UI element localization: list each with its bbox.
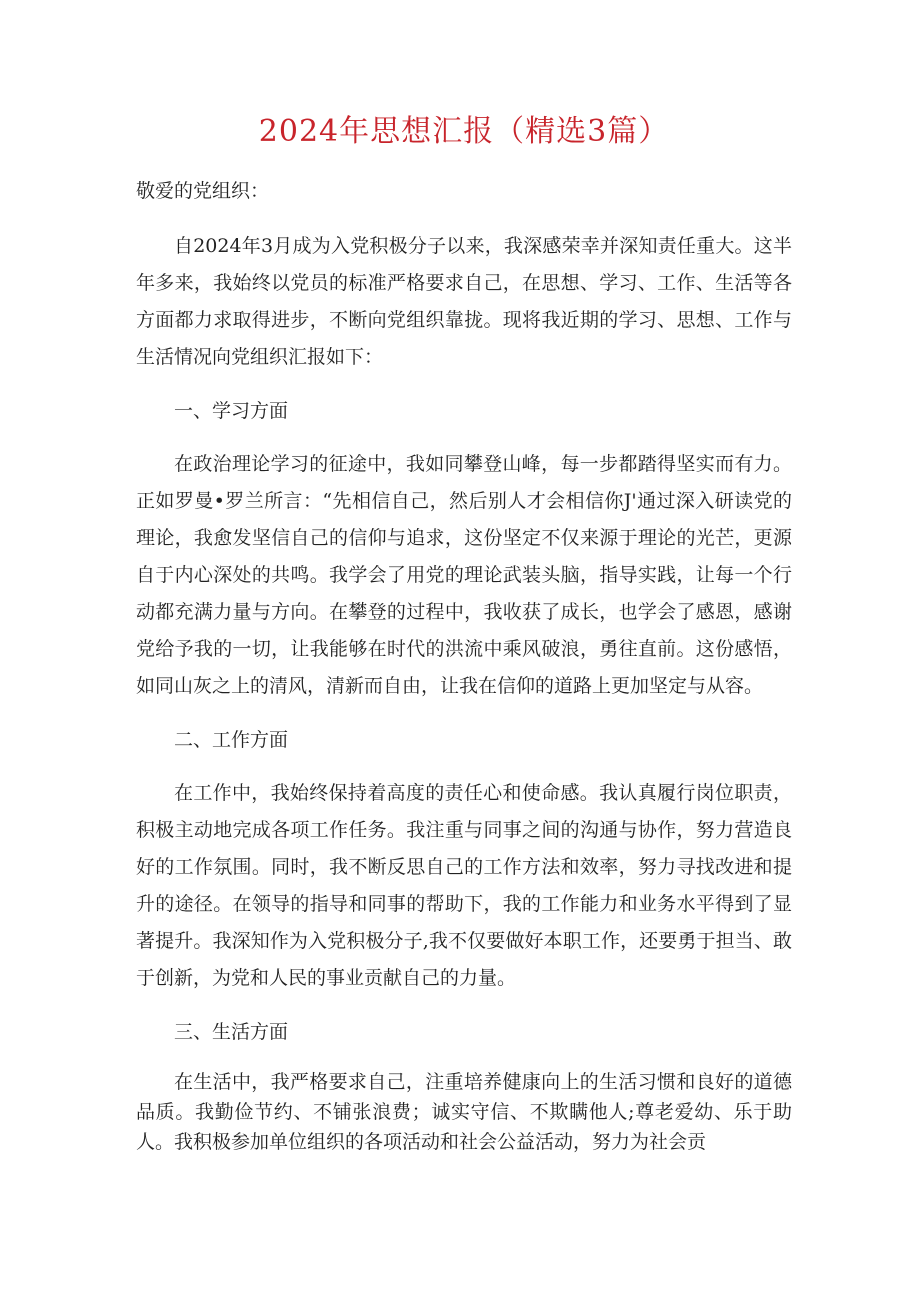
section-body-life: 在生活中，我严格要求自己，注重培养健康向上的生活习惯和良好的道德品质。我勤俭节约、不铺张浪费；诚实守信、不欺瞒他人;尊老爱幼、乐于助人。我积极参加单位组织的各项活动和社会公益活动，努力为社会贡 <box>136 1071 792 1153</box>
section-heading-life: 三、生活方面 <box>174 1021 289 1043</box>
section-heading-study: 一、学习方面 <box>174 400 289 422</box>
section-body-study: 在政治理论学习的征途中，我如同攀登山峰，每一步都踏得坚实而有力。正如罗曼•罗兰所言：“先相信自己，然后别人才会相信你J'通过深入研读党的理论，我愈发坚信自己的信仰与追求，这份坚定不仅来源于理论的光芒，更源自于内心深处的共鸣。我学会了用党的理论武装头脑，指导实践，让每一个行动都充满力量与方向。在攀登的过程中，我收获了成长，也学会了感恩，感谢党给予我的一切，让我能够在时代的洪流中乘风破浪，勇往直前。这份感悟，如同山灰之上的清风，清新而自由，让我在信仰的道路上更加坚定与从容。 <box>136 453 792 697</box>
section-body-work: 在工作中，我始终保持着高度的责任心和使命感。我认真履行岗位职责，积极主动地完成各项工作任务。我注重与同事之间的沟通与协作，努力营造良好的工作氛围。同时，我不断反思自己的工作方法和效率，努力寻找改进和提升的途径。在领导的指导和同事的帮助下，我的工作能力和业务水平得到了显著提升。我深知作为入党积极分子,我不仅要做好本职工作，还要勇于担当、敢于创新，为党和人民的事业贡献自己的力量。 <box>136 782 792 989</box>
document-title: 2024年思想汇报（精选3篇） <box>258 114 670 149</box>
section-heading-work: 二、工作方面 <box>174 729 289 751</box>
intro-paragraph: 自2024年3月成为入党积极分子以来，我深感荣幸并深知责任重大。这半年多来，我始终以党员的标准严格要求自己，在思想、学习、工作、生活等各方面都力求取得进步，不断向党组织靠拢。现将我近期的学习、思想、工作与生活情况向党组织汇报如下： <box>136 235 792 368</box>
salutation: 敬爱的党组织： <box>136 180 270 202</box>
